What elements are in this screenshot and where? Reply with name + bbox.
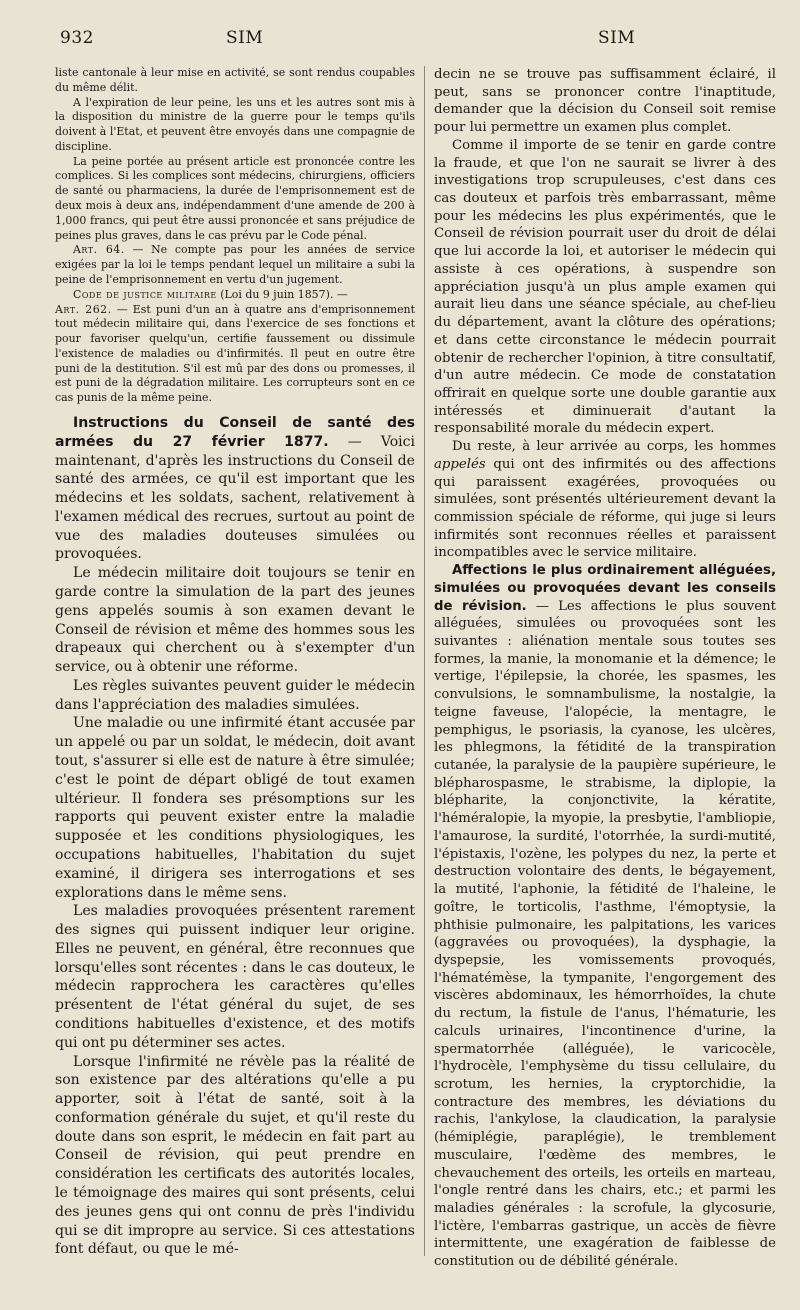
running-head-left: SIM (226, 28, 264, 48)
article-text: — Est puni d'un an à quatre ans d'emprisonnement tout médecin militaire qui, dans l'exercice de ses fonctions et pour favoriser quelqu'un, certifie faussement ou dissimule l'existence de maladies ou d'infirmités. Il peut en outre être puni de la destitution. S'il est mû par des dons ou promesses, il est puni de la dégradation militaire. Les corrupteurs sont en ce cas punis de la même peine. (55, 302, 415, 405)
section-text: — Voici maintenant, d'après les instructions du Conseil de santé des armées, ce qu'il est important que les médecins et les soldats, sachent, relativement à l'examen médical des recrues, surtout au point de vue des maladies douteuses simulées ou provoquées. (55, 433, 416, 563)
italic-term: appelés (434, 456, 486, 472)
section-text: — Les affections le plus souvent alléguées, simulées ou provoquées sont les suivantes : aliénation mentale sous toutes ses formes, la manie, la monomanie et la démence; le vertige, l'épilepsie, la chorée, les spasmes, les convulsions, le somnambulisme, la nostalgie, la teigne faveuse, l'alopécie, la mentagre, le pemphigus, le psoriasis, la cyanose, les ulcères, les phlegmons, la fétidité de la transpiration cutanée, la paralysie de la paupière supérieure, le blépharospasme, le strabisme, la diplopie, la blépharite, la conjonctivite, la kératite, l'héméralopie, la myopie, la presbytie, l'ambliopie, l'amaurose, la surdité, l'otorrhée, la surdi-mutité, l'épistaxis, l'ozène, les polypes du nez, la perte et destruction volontaire des dents, le bégayement, la mutité, l'aphonie, la fétidité de l'haleine, le goître, le torticolis, l'asthme, l'émoptysie, la phthisie pulmonaire, les palpitations, les varices (aggravées ou provoquées), la dysphagie, la dyspepsie, les vomissements provoqués, l'hématémèse, la tympanite, l'engorgement des viscères abdominaux, les hémorrhoïdes, la chute du rectum, la fistule de l'anus, l'hématurie, les calculs urinaires, l'incontinence d'urine, la spermatorrhée (alléguée), le varicocèle, l'hydrocèle, l'emphysème du tissu cellulaire, du scrotum, les hernies, la cryptorchidie, la contracture des membres, les déviations du rachis, l'ankylose, la claudication, la paralysie (hémiplégie, paraplégie), le tremblement musculaire, l'œdème des membres, le chevauchement des orteils, les orteils en marteau, l'ongle rentré dans les chairs, etc.; et parmi les maladies générales : la scrofule, la glycosurie, l'ictère, l'embarras gastrique, un accès de fièvre intermittente, une exagération de faiblesse de constitution ou de débilité générale. (434, 598, 776, 1270)
section-heading: Affections le plus ordinairement alléguées, simulées ou provoquées devant les conseils de révision. (434, 563, 776, 614)
right-column (434, 66, 776, 1271)
paragraph: A l'expiration de leur peine, les uns et les autres sont mis à la disposition du ministre de la guerre pour le temps qu'ils doivent à l'Etat, et peuvent être envoyés dans une compagnie de discipline. (55, 95, 415, 153)
article-paragraph (55, 303, 415, 406)
section-heading: Instructions du Conseil de santé des armées du 27 février 1877. (55, 414, 415, 450)
article-text: — Ne compte pas pour les années de service exigées par la loi le temps pendant lequel un militaire a subi la peine de l'emprisonnement en vertu d'un jugement. (55, 243, 415, 286)
paragraph: Une maladie ou une infirmité étant accusée par un appelé ou par un soldat, le médecin, doit avant tout, s'assurer si elle est de nature à être simulée; c'est le point de départ obligé de tout examen ultérieur. Il fondera ses présomptions sur les rapports qui peuvent exister entre la maladie supposée et les conditions physiologiques, les occupations habituelles, l'habitation du sujet examiné, il dirigera ses interrogations et ses explorations dans le même sens. (55, 715, 415, 901)
paragraph: Les maladies provoquées présentent rarement des signes qui puissent indiquer leur origine. Elles ne peuvent, en général, être reconnues que lorsqu'elles sont récentes : dans le cas douteux, le médecin rapprochera les caractères qu'elles présentent de l'état général du sujet, de ses conditions habituelles d'existence, et des motifs qui ont pu déterminer ses actes. (55, 903, 415, 1051)
left-column (55, 66, 415, 1259)
paragraph: Lorsque l'infirmité ne révèle pas la réalité de son existence par des altérations qu'elle a pu apporter, soit à l'état de santé, soit à la conformation générale du sujet, et qu'il reste du doute dans son esprit, le médecin en fait part au Conseil de révision, qui peut prendre en considération les certificats des autorités locales, le témoignage des maires qui sont présents, celui des jeunes gens qui ont connu de près l'individu qui se dit impropre au service. Si ces attestations font défaut, ou que le mé- (55, 1053, 415, 1258)
text-run: qui ont des infirmités ou des affections qui paraissent exagérées, provoquées ou simulées, sont présentés ultérieurement devant la commission spéciale de réforme, qui juge si leurs infirmités sont reconnues réelles et paraissent incompatibles avec le service militaire. (434, 456, 776, 561)
article-paragraph (55, 243, 415, 287)
paragraph: liste cantonale à leur mise en activité, se sont rendus coupables du même délit. (55, 66, 415, 94)
page-number: 932 (60, 28, 94, 48)
citation-paragraph (55, 288, 415, 303)
paragraph: Comme il importe de se tenir en garde contre la fraude, et que l'on ne saurait se livrer à des investigations trop scrupuleuses, c'est dans ces cas douteux et parfois très embarrassant, même pour les médecins les plus expérimentés, que le Conseil de révision pourrait user du droit de délai que lui accorde la loi, et autoriser le médecin qui assiste à ces opérations, à suspendre son appréciation jusqu'à un plus ample examen qui aurait lieu dans une séance spéciale, au chef-lieu du département, avant la clôture des opérations; et dans cette circonstance le médecin pourrait obtenir de rechercher l'opinion, à titre consultatif, d'un autre médecin. Ce mode de constatation offrirait en quelque sorte une double garantie aux intéressés et diminuerait d'autant la responsabilité morale du médecin expert. (434, 137, 776, 437)
paragraph: Les règles suivantes peuvent guider le médecin dans l'appréciation des maladies simulées. (55, 677, 415, 713)
paragraph: La peine portée au présent article est prononcée contre les complices. Si les complices sont médecins, chirurgiens, officiers de santé ou pharmaciens, la durée de l'emprisonnement est de deux mois à deux ans, indépendamment d'une amende de 200 à 1,000 francs, qui peut être aussi prononcée et sans préjudice de peines plus graves, dans le cas prévu par le Code pénal. (55, 154, 415, 242)
paragraph (434, 438, 776, 562)
running-head-right: SIM (598, 28, 636, 48)
article-label: Art. 262. (55, 302, 112, 316)
section-paragraph (434, 562, 776, 1271)
text-run: Du reste, à leur arrivée au corps, les hommes (452, 439, 776, 455)
paragraph: Le médecin militaire doit toujours se tenir en garde contre la simulation de la part des jeunes gens appelés soumis à son examen devant le Conseil de révision et même des hommes sous les drapeaux qui cherchent ou à s'exempter d'un service, ou à obtenir une réforme. (55, 565, 415, 676)
law-citation: (Loi du 9 juin 1857). — (216, 287, 348, 301)
code-label: Code de justice militaire (73, 287, 217, 301)
paragraph: decin ne se trouve pas suffisamment éclairé, il peut, sans se prononcer contre l'inaptitude, demander que la décision du Conseil soit remise pour lui permettre un examen plus complet. (434, 67, 776, 136)
section-paragraph (55, 414, 415, 564)
column-divider (424, 66, 425, 1256)
article-label: Art. 64. (73, 243, 125, 257)
